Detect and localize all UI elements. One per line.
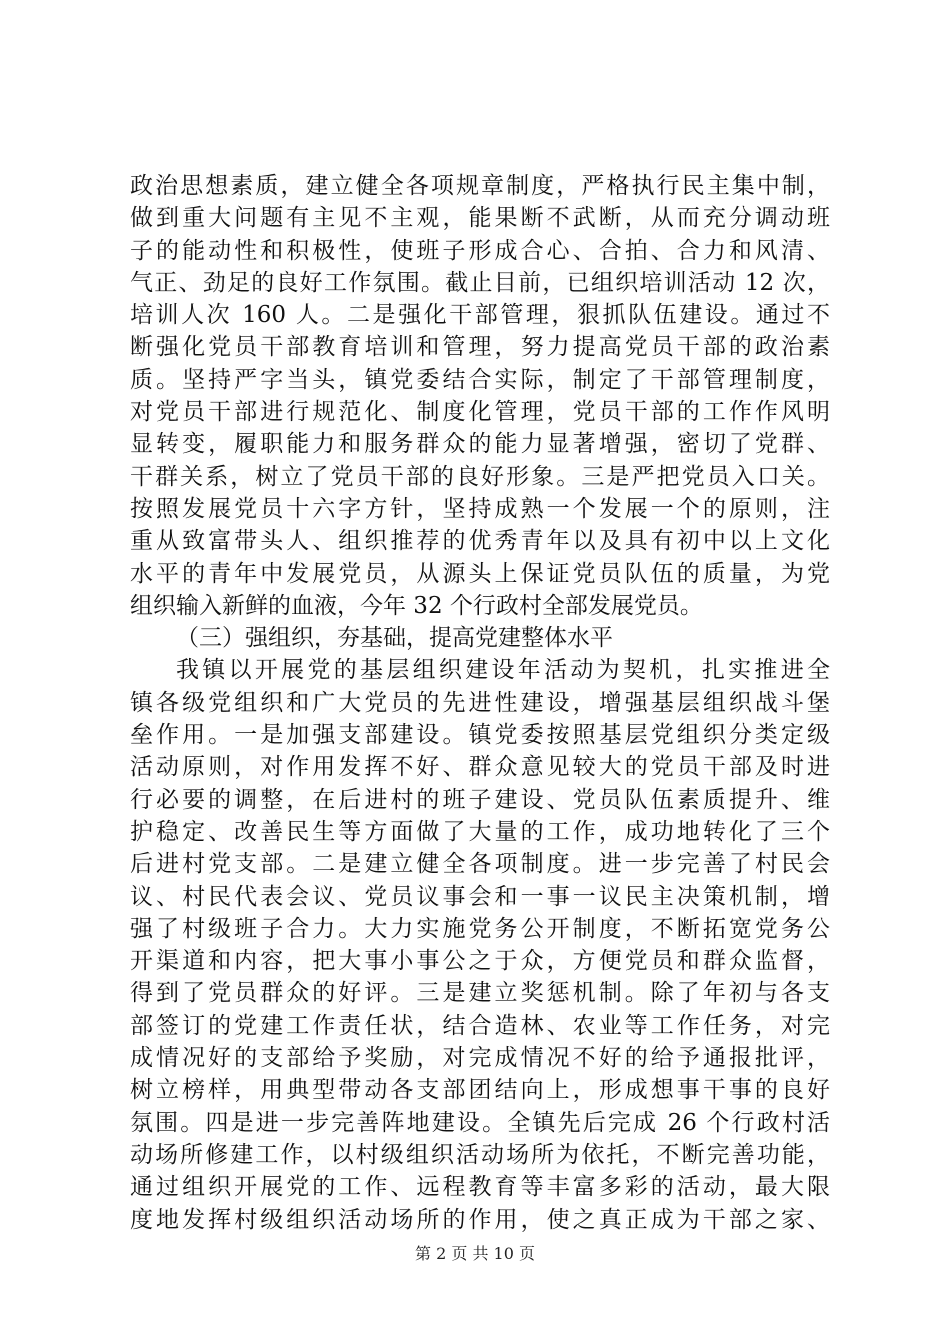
text-line-31: 动场所修建工作，以村级组织活动场所为依托，不断完善功能，	[130, 1141, 830, 1168]
text-line-17: 镇各级党组织和广大党员的先进性建设，增强基层组织战斗堡	[130, 689, 830, 716]
text-line-16: 我镇以开展党的基层组织建设年活动为契机，扎实推进全	[176, 657, 830, 684]
text-line-22: 后进村党支部。二是建立健全各项制度。进一步完善了村民会	[130, 851, 830, 878]
text-line-1: 政治思想素质，建立健全各项规章制度，严格执行民主集中制，	[130, 173, 830, 199]
text-line-19: 活动原则，对作用发挥不好、群众意见较大的党员干部及时进	[130, 754, 830, 781]
text-line-6: 断强化党员干部教育培训和管理，努力提高党员干部的政治素	[130, 334, 830, 361]
text-line-20: 行必要的调整，在后进村的班子建设、党员队伍素质提升、维	[130, 786, 830, 813]
text-line-11: 按照发展党员十六字方针，坚持成熟一个发展一个的原则，注	[130, 495, 830, 522]
document-body	[130, 170, 830, 1236]
text-line-4: 气正、劲足的良好工作氛围。截止目前，已组织培训活动 12 次，	[130, 269, 830, 296]
text-line-33: 度地发挥村级组织活动场所的作用，使之真正成为干部之家、	[130, 1206, 830, 1233]
text-line-8: 对党员干部进行规范化、制度化管理，党员干部的工作作风明	[130, 399, 830, 426]
text-line-2: 做到重大问题有主见不主观，能果断不武断，从而充分调动班	[130, 205, 830, 232]
text-line-18: 垒作用。一是加强支部建设。镇党委按照基层党组织分类定级	[130, 722, 830, 749]
text-line-5: 培训人次 160 人。二是强化干部管理，狠抓队伍建设。通过不	[130, 302, 830, 329]
text-line-21: 护稳定、改善民生等方面做了大量的工作，成功地转化了三个	[130, 818, 830, 845]
text-line-25: 开渠道和内容，把大事小事公之于众，方便党员和群众监督，	[130, 948, 830, 975]
text-line-12: 重从致富带头人、组织推荐的优秀青年以及具有初中以上文化	[130, 528, 830, 555]
text-line-14: 组织输入新鲜的血液，今年 32 个行政村全部发展党员。	[130, 592, 703, 619]
text-line-27: 部签订的党建工作责任状，结合造林、农业等工作任务，对完	[130, 1012, 830, 1039]
text-line-24: 强了村级班子合力。大力实施党务公开制度，不断拓宽党务公	[130, 915, 830, 942]
text-line-28: 成情况好的支部给予奖励，对完成情况不好的给予通报批评，	[130, 1045, 830, 1072]
text-line-10: 干群关系，树立了党员干部的良好形象。三是严把党员入口关。	[130, 463, 830, 490]
page-number-footer: 第 2 页 共 10 页	[415, 1244, 535, 1263]
text-line-32: 通过组织开展党的工作、远程教育等丰富多彩的活动，最大限	[130, 1174, 830, 1201]
text-line-9: 显转变，履职能力和服务群众的能力显著增强，密切了党群、	[130, 431, 830, 458]
text-line-30: 氛围。四是进一步完善阵地建设。全镇先后完成 26 个行政村活	[130, 1109, 830, 1136]
text-line-23: 议、村民代表会议、党员议事会和一事一议民主决策机制，增	[130, 883, 830, 910]
text-line-26: 得到了党员群众的好评。三是建立奖惩机制。除了年初与各支	[130, 980, 830, 1007]
text-line-13: 水平的青年中发展党员，从源头上保证党员队伍的质量，为党	[130, 560, 830, 587]
text-line-29: 树立榜样，用典型带动各支部团结向上，形成想事干事的良好	[130, 1077, 830, 1104]
text-line-7: 质。坚持严字当头，镇党委结合实际，制定了干部管理制度，	[130, 366, 830, 393]
text-line-3: 子的能动性和积极性，使班子形成合心、合拍、合力和风清、	[130, 237, 830, 264]
section-heading: （三）强组织，夯基础，提高党建整体水平	[176, 625, 613, 652]
